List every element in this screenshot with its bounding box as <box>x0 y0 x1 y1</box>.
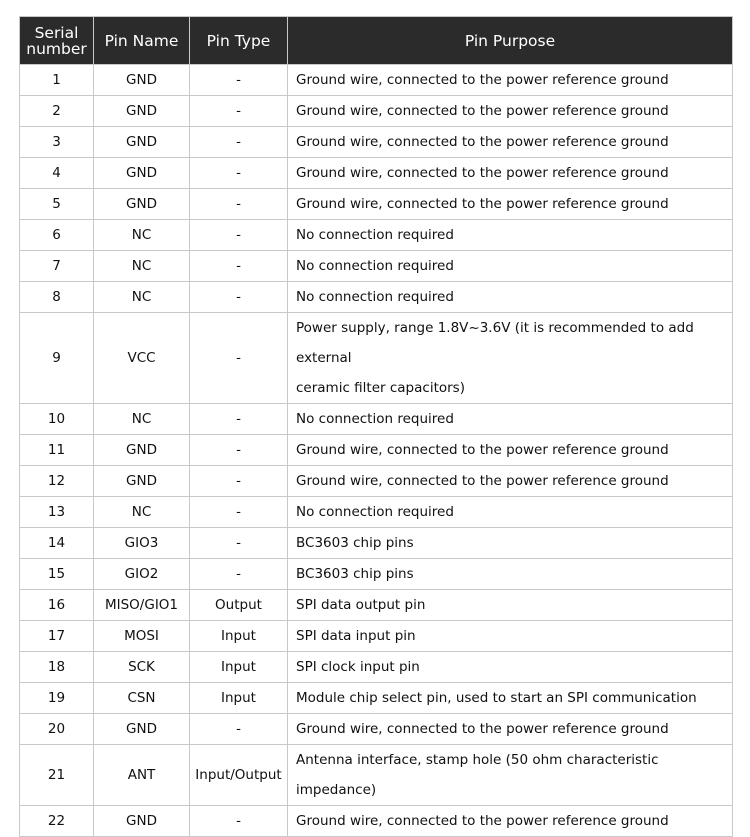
pin-table-container <box>19 16 732 837</box>
cell-pin-type: - <box>190 528 288 559</box>
purpose-line: Ground wire, connected to the power reference ground <box>296 72 669 88</box>
cell-pin-name: GND <box>94 96 190 127</box>
cell-serial: 22 <box>20 806 94 837</box>
header-pin-purpose: Pin Purpose <box>288 17 733 65</box>
table-row <box>20 127 733 158</box>
cell-serial: 4 <box>20 158 94 189</box>
cell-serial: 17 <box>20 621 94 652</box>
cell-serial: 16 <box>20 590 94 621</box>
header-serial-line2: number <box>26 39 87 58</box>
cell-pin-name: GND <box>94 435 190 466</box>
cell-pin-type: - <box>190 497 288 528</box>
cell-pin-type: Input <box>190 621 288 652</box>
purpose-line: Ground wire, connected to the power reference ground <box>296 473 669 489</box>
cell-pin-type: Input/Output <box>190 745 288 806</box>
purpose-line: Ground wire, connected to the power reference ground <box>296 442 669 458</box>
table-row <box>20 528 733 559</box>
cell-pin-purpose <box>288 96 733 127</box>
purpose-line: Antenna interface, stamp hole (50 ohm characteristic impedance) <box>296 752 659 798</box>
cell-pin-name: ANT <box>94 745 190 806</box>
cell-pin-name: GND <box>94 189 190 220</box>
cell-serial: 7 <box>20 251 94 282</box>
cell-serial: 20 <box>20 714 94 745</box>
header-pin-name: Pin Name <box>94 17 190 65</box>
purpose-line: No connection required <box>296 258 454 274</box>
cell-serial: 9 <box>20 313 94 404</box>
cell-serial: 21 <box>20 745 94 806</box>
purpose-line: Ground wire, connected to the power reference ground <box>296 134 669 150</box>
cell-pin-purpose <box>288 590 733 621</box>
cell-serial: 1 <box>20 65 94 96</box>
table-header-row <box>20 17 733 65</box>
cell-pin-type: - <box>190 404 288 435</box>
purpose-line: No connection required <box>296 227 454 243</box>
cell-pin-purpose <box>288 404 733 435</box>
cell-pin-name: GND <box>94 127 190 158</box>
cell-pin-name: GND <box>94 65 190 96</box>
cell-pin-purpose <box>288 806 733 837</box>
purpose-line: BC3603 chip pins <box>296 566 414 582</box>
cell-serial: 6 <box>20 220 94 251</box>
cell-pin-purpose <box>288 528 733 559</box>
cell-pin-name: GND <box>94 466 190 497</box>
purpose-line: BC3603 chip pins <box>296 535 414 551</box>
cell-pin-type: Output <box>190 590 288 621</box>
cell-pin-name: GND <box>94 714 190 745</box>
cell-pin-name: GND <box>94 806 190 837</box>
cell-pin-purpose <box>288 313 733 404</box>
cell-pin-name: GIO2 <box>94 559 190 590</box>
cell-pin-name: GIO3 <box>94 528 190 559</box>
table-row <box>20 652 733 683</box>
purpose-line: SPI data output pin <box>296 597 426 613</box>
cell-pin-type: - <box>190 127 288 158</box>
cell-pin-purpose <box>288 65 733 96</box>
table-row <box>20 65 733 96</box>
cell-serial: 15 <box>20 559 94 590</box>
cell-pin-type: - <box>190 96 288 127</box>
table-row <box>20 621 733 652</box>
cell-pin-purpose <box>288 435 733 466</box>
table-row <box>20 96 733 127</box>
table-row <box>20 313 733 404</box>
cell-pin-type: Input <box>190 652 288 683</box>
cell-pin-purpose <box>288 683 733 714</box>
cell-pin-purpose <box>288 621 733 652</box>
cell-pin-name: SCK <box>94 652 190 683</box>
table-row <box>20 559 733 590</box>
purpose-line: Power supply, range 1.8V~3.6V (it is recommended to add external <box>296 320 694 366</box>
cell-pin-type: - <box>190 714 288 745</box>
cell-pin-type: - <box>190 435 288 466</box>
cell-pin-purpose <box>288 652 733 683</box>
cell-serial: 19 <box>20 683 94 714</box>
cell-pin-type: - <box>190 158 288 189</box>
cell-serial: 14 <box>20 528 94 559</box>
cell-pin-type: - <box>190 806 288 837</box>
cell-pin-name: NC <box>94 251 190 282</box>
cell-serial: 12 <box>20 466 94 497</box>
cell-serial: 5 <box>20 189 94 220</box>
cell-pin-purpose <box>288 282 733 313</box>
table-row <box>20 745 733 806</box>
purpose-line: Ground wire, connected to the power reference ground <box>296 196 669 212</box>
table-row <box>20 806 733 837</box>
table-row <box>20 251 733 282</box>
header-serial-line1: Serial <box>34 23 79 42</box>
cell-serial: 13 <box>20 497 94 528</box>
cell-pin-type: - <box>190 559 288 590</box>
cell-pin-purpose <box>288 497 733 528</box>
cell-pin-purpose <box>288 745 733 806</box>
table-row <box>20 404 733 435</box>
purpose-line: No connection required <box>296 289 454 305</box>
cell-pin-name: MOSI <box>94 621 190 652</box>
table-row <box>20 158 733 189</box>
table-row <box>20 466 733 497</box>
purpose-line: Ground wire, connected to the power reference ground <box>296 721 669 737</box>
purpose-line: SPI clock input pin <box>296 659 420 675</box>
purpose-line: Ground wire, connected to the power reference ground <box>296 813 669 829</box>
cell-serial: 11 <box>20 435 94 466</box>
cell-pin-purpose <box>288 158 733 189</box>
table-body <box>20 65 733 837</box>
cell-pin-name: NC <box>94 282 190 313</box>
header-serial-number <box>20 17 94 65</box>
cell-pin-name: VCC <box>94 313 190 404</box>
cell-pin-name: NC <box>94 220 190 251</box>
cell-serial: 2 <box>20 96 94 127</box>
purpose-line: No connection required <box>296 504 454 520</box>
purpose-line: ceramic filter capacitors) <box>296 380 465 396</box>
cell-pin-type: - <box>190 282 288 313</box>
cell-serial: 8 <box>20 282 94 313</box>
cell-pin-type: - <box>190 189 288 220</box>
table-row <box>20 282 733 313</box>
cell-pin-type: - <box>190 251 288 282</box>
table-row <box>20 435 733 466</box>
purpose-line: Ground wire, connected to the power reference ground <box>296 103 669 119</box>
table-row <box>20 683 733 714</box>
table-row <box>20 714 733 745</box>
table-row <box>20 220 733 251</box>
table-row <box>20 189 733 220</box>
purpose-line: Module chip select pin, used to start an SPI communication <box>296 690 697 706</box>
cell-pin-name: MISO/GIO1 <box>94 590 190 621</box>
cell-serial: 10 <box>20 404 94 435</box>
header-pin-type: Pin Type <box>190 17 288 65</box>
pin-table <box>19 16 733 837</box>
cell-serial: 3 <box>20 127 94 158</box>
cell-pin-type: Input <box>190 683 288 714</box>
cell-serial: 18 <box>20 652 94 683</box>
purpose-line: No connection required <box>296 411 454 427</box>
cell-pin-purpose <box>288 559 733 590</box>
cell-pin-purpose <box>288 127 733 158</box>
cell-pin-name: NC <box>94 497 190 528</box>
cell-pin-purpose <box>288 251 733 282</box>
cell-pin-name: CSN <box>94 683 190 714</box>
cell-pin-purpose <box>288 189 733 220</box>
purpose-line: Ground wire, connected to the power reference ground <box>296 165 669 181</box>
cell-pin-purpose <box>288 220 733 251</box>
cell-pin-name: NC <box>94 404 190 435</box>
purpose-line: SPI data input pin <box>296 628 416 644</box>
cell-pin-name: GND <box>94 158 190 189</box>
table-row <box>20 497 733 528</box>
cell-pin-purpose <box>288 714 733 745</box>
cell-pin-type: - <box>190 65 288 96</box>
cell-pin-type: - <box>190 220 288 251</box>
cell-pin-type: - <box>190 313 288 404</box>
table-row <box>20 590 733 621</box>
cell-pin-type: - <box>190 466 288 497</box>
cell-pin-purpose <box>288 466 733 497</box>
